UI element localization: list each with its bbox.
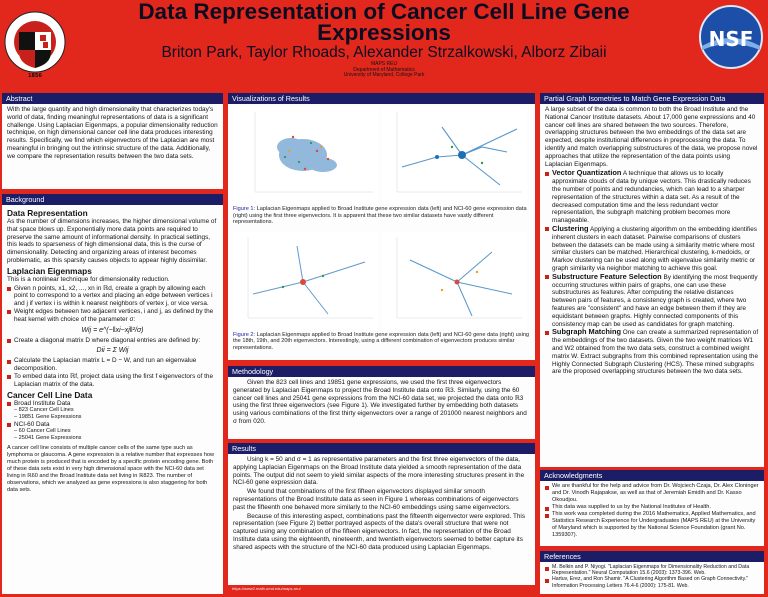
acknowledgment-3: This work was completed during the 2016 Mathematics, Applied Mathematics, and Statistics Research Experience for Undergraduates (MAPS REU) at the University of Maryland which is supported by the National Science Foundation (grant No. 1359307). — [545, 511, 759, 539]
nsf-logo-icon — [697, 4, 765, 70]
substructure-title: Substructure Feature Selection — [552, 271, 662, 281]
subgraph-matching-text: One can create a summarized representation of the embeddings of the two datasets. Given the two weight matrices W1 and W2 obtained from the two data sets, construct a combined weight matrix W. Extract subgraphs from this combined representation using the Highly Connected Subgraph Clustering (HCS). These mined subgraphs are the proposed overlapping structures between the two data sets. — [552, 329, 759, 376]
poster-title: Data Representation of Cancer Cell Line Gene Expressions — [138, 0, 630, 45]
methodology-panel — [228, 366, 535, 439]
subgraph-matching-title: Subgraph Matching — [552, 327, 621, 337]
nci60-gene-expressions: – 25041 Gene Expressions — [14, 434, 82, 441]
substructure-text: By identifying the most frequently occurring structures within pairs of graphs, one can use these substructures as features. After computing the relative distances between pairs of features, a consistency graph is created, where two features are "consistent" and have an edge between them if they are equidistant between graphs. Highly connected components of this consistency map can be used as candidates for graph matching. — [552, 273, 758, 328]
references-heading: References — [540, 551, 764, 562]
vector-quantization-title: Vector Quantization — [552, 168, 622, 178]
visualizations-heading: Visualizations of Results — [228, 93, 535, 104]
laplacian-step-1: Given n points, x1, x2, ..., xn in ℝd, create a graph by allowing each point to correspond to a vertex and placing an edge between vertices i and j if vertex i is within k nearest neighbors of vertex j, or vice versa. — [7, 285, 218, 308]
vector-quantization-text: A technique that allows us to locally approximate clouds of data by unique vectors. This drastically reduces the number of points and redundancies, which can lead to a sharper representation of the structures within a data set. As a result of the decreased computation time and the less redundant vector representation, the subgraph matching problem becomes more manageable. — [552, 170, 751, 225]
acknowledgment-2: This data was supplied to us by the National Institutes of Health. — [545, 504, 759, 511]
cancer-cell-line-note: A cancer cell line consists of multiple cancer cells of the same type such as lymphoma or glaucoma. A gene expression is a relative number that expresses how much protein is produced that is encoded by a specific protein encoding gene. Both of these data sets exist in very high dimensional space with the NCI-60 data set living in ℝ60 and the Broad Institute data set living in ℝ823. The number of observations, which we analyzed as gene expressions is also staggering for both data sets. — [7, 444, 215, 493]
figure-2-caption: Laplacian Eigenmaps applied to Broad Institute gene expression data (left) and NCI-60 gene data (right) using the 18th, 19th, and 20th eigenvectors. Interestingly, using a different combination of eigenvectors produces similar representations. — [233, 331, 530, 351]
figure-2-nci60-plot — [382, 232, 527, 330]
figure-2-label: Figure 2: — [233, 331, 256, 338]
laplacian-step-3: Create a diagonal matrix D where diagonal entries are defined by: — [7, 337, 218, 345]
affiliation-line-1: MAPS REU — [370, 61, 398, 67]
heat-kernel-equation: Wij = e^(−‖xi−xj‖²/σ) — [81, 326, 144, 334]
laplacian-eigenmaps-title: Laplacian Eigenmaps — [7, 265, 92, 276]
results-panel — [228, 443, 535, 585]
figure-1-broad-plot — [233, 107, 378, 204]
visualizations-panel — [228, 93, 535, 360]
laplacian-step-5: To embed data into ℝf, project data using the first f eigenvectors of the Laplacian matrix of the data. — [7, 373, 218, 389]
results-heading: Results — [228, 443, 535, 454]
acknowledgments-panel — [540, 470, 764, 546]
results-paragraph-1: Using k = 50 and σ = 1 as representative parameters and the first three eigenvectors of the data, applying Laplacian Eigenmaps on the Broad Institute data yielded a smooth representation of the data points. The output did not seem to yield similar aspects of the more interesting structures present in the NCI-60 gene expression data. — [233, 456, 525, 487]
background-panel — [2, 194, 223, 594]
clustering-title: Clustering — [552, 223, 589, 233]
nci60-item: NCI-60 Data — [7, 421, 218, 429]
broad-gene-expressions: – 19851 Gene Expressions — [14, 413, 82, 420]
poster-header — [0, 0, 768, 88]
nsf-logo-text: NSF — [708, 27, 754, 51]
broad-cell-lines: – 823 Cancer Cell Lines — [14, 407, 74, 414]
methodology-heading: Methodology — [228, 366, 535, 377]
footer-url: https://www2.math.umd.edu/maps-reu/ — [232, 586, 301, 591]
figure-1-caption: Laplacian Eigenmaps applied to Broad Institute gene expression data (left) and NCI-60 gene expression data (right) using the first three eigenvectors. It is apparent that these two similar datasets have vastly different representations. — [233, 206, 527, 225]
references-panel — [540, 551, 764, 594]
partial-graph-panel — [540, 93, 764, 467]
laplacian-eigenmaps-text: This is a nonlinear technique for dimensionality reduction. — [7, 275, 170, 283]
poster-affiliation — [70, 62, 698, 79]
results-paragraph-3: Because of this interesting aspect, combinations past the fifteenth eigenvector were explored. This representation (see Figure 2) better portrayed aspects of the data's overall structure that were not captured using any combination of the fifteen eigenvectors. In fact, the representation of the Broad Institute data using the eighteenth, nineteenth, and twentieth eigenvectors seemed to better capture its shared aspects with the structure of the NCI-60 data produced using Laplacian Eigenmaps. — [233, 512, 526, 551]
reference-1: M. Belkin and P. Niyogi. "Laplacian Eigenmaps for Dimensionality Reduction and Data Representation." Neural Computation 15.6 (2003): 1373-396. Web. — [545, 564, 759, 576]
university-seal-icon — [2, 2, 68, 82]
degree-matrix-equation: Dii = Σ Wij — [96, 347, 129, 355]
affiliation-line-3: University of Maryland, College Park — [343, 72, 425, 78]
background-heading: Background — [2, 194, 223, 205]
laplacian-step-4: Calculate the Laplacian matrix L = D − W, and run an eigenvalue decomposition. — [7, 357, 218, 373]
abstract-heading: Abstract — [2, 93, 223, 104]
partial-graph-intro: A large subset of the data is common to both the Broad Institute and the National Cancer Institute datasets. About 17,000 gene expressions and 40 cancer cell lines are shared between the two sources. Therefore, overlapping structures between the two embeddings of the data set are expected, despite institutional differences in preprocessing the data. To identify and match overlapping substructures of the data, we propose novel approaches that utilize the representation of the data points using Laplacian Eigenmaps. — [545, 106, 758, 168]
acknowledgments-heading: Acknowledgments — [540, 470, 764, 481]
results-paragraph-2: We found that combinations of the first fifteen eigenvectors displayed similar smooth representations of the Broad Institute data as seen in Figure 1 whereas combinations of eigenvectors past the fifteenth one behaved more similarly to the NCI-60 embeddings using same eigenvectors. — [233, 488, 519, 511]
cancer-cell-line-title: Cancer Cell Line Data — [7, 389, 93, 400]
nci60-cell-lines: – 60 Cancer Cell Lines — [14, 428, 71, 435]
clustering-text: Applying a clustering algorithm on the embedding identifies inherent clusters in each dataset. Pairwise comparisons of clusters between the datasets can be made using a similarity metric where most similar clusters can be matched. Hierarchical clustering, k-medoids, or Markov clustering can be used along with eigenvalue similarity metric or graph similarity via neighbor matching to achieve this goal. — [552, 225, 757, 272]
figure-1-nci60-plot — [382, 107, 527, 204]
data-representation-title: Data Representation — [7, 208, 88, 218]
acknowledgment-1: We are thankful for the help and advice from Dr. Wojciech Czaja, Dr. Alex Cloninger and Dr. Vinodh Rajapakse, as well as that of Jeremiah Emidih and Dr. Kasso Okoudjou. — [545, 483, 759, 504]
reference-2: Hartuv, Erez, and Ron Shamir. "A Clustering Algorithm Based on Graph Connectivity." Information Processing Letters 76.4-6 (2000): 175-81. Web. — [545, 576, 759, 588]
figure-2-broad-plot — [233, 232, 378, 330]
figure-1-label: Figure 1: — [233, 206, 256, 212]
seal-year: 1856 — [28, 73, 42, 79]
abstract-text: With the large quantity and high dimensionality that characterizes today's world of data, finding meaningful representations of data is a significant challenge. Using Laplacian Eigenmaps, a popular dimensionality reduction technique, on high dimensional cancer cell line data produces interesting results. Specifically, we find which eigenvectors of the Laplacian are most meaningful in bringing out the intrinsic structure of the data. Additionally, we compare the representation results between the two data sets. — [7, 106, 218, 160]
laplacian-step-2: Weight edges between two adjacent vertices, i and j, as defined by the heat kernel with choice of the parameter σ: — [7, 308, 218, 324]
broad-institute-item: Broad Institute Data — [7, 400, 218, 408]
data-representation-text: As the number of dimensions increases, the higher dimensional volume of that space blows up. Exponentially more data points are required to preserve the same amount of informational density. In practical settings, this leads to sparseness of high dimensional data, this is the curse of dimensionality. Detecting and organizing areas of interest becomes problematic, as this sparsity causes objects to appear highly dissimilar. — [7, 218, 217, 264]
methodology-text: Given the 823 cell lines and 19851 gene expressions, we used the first three eigenvectors generated by Laplacian Eigenmaps to project the Broad Institute data onto ℝ3. Similarly, using the 60 cancer cell lines and 25041 gene expressions from the NCI-60 data set, we projected the data onto ℝ3 using the first three eigenvectors (see Figure 1). We investigated further by embedding both datasets using various combinations of the first thirty eigenvectors over a range of 201000 nearest neighbors and σ from 020. — [233, 379, 527, 425]
abstract-panel — [2, 93, 223, 189]
affiliation-line-2: Department of Mathematics — [353, 66, 415, 73]
partial-graph-heading: Partial Graph Isometries to Match Gene Expression Data — [540, 93, 764, 104]
poster-authors: Briton Park, Taylor Rhoads, Alexander Strzalkowski, Alborz Zibaii — [161, 44, 607, 61]
